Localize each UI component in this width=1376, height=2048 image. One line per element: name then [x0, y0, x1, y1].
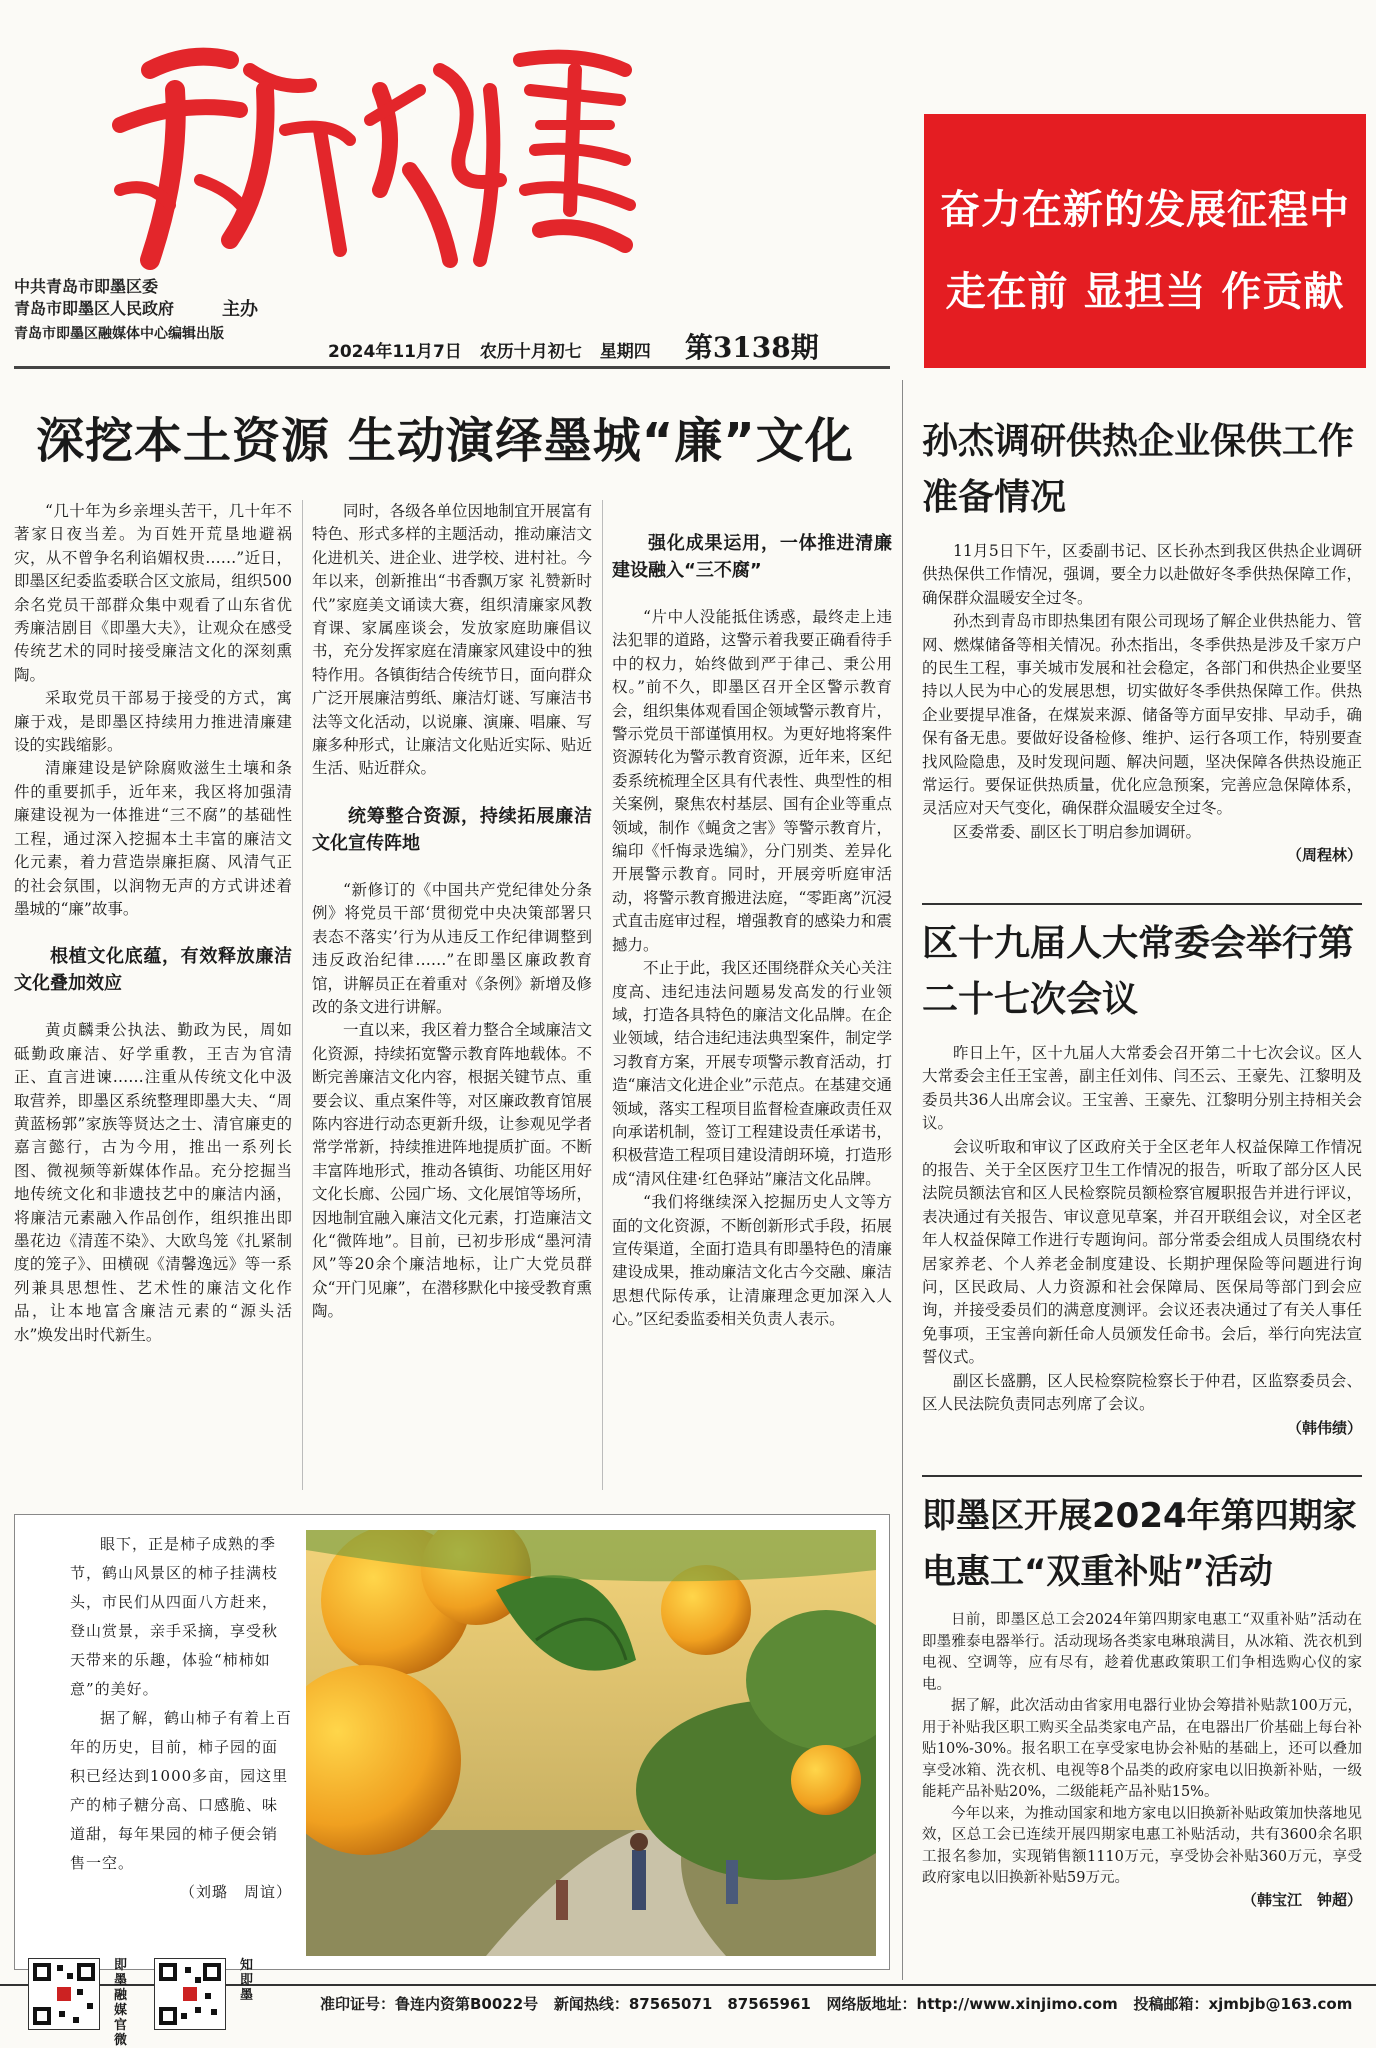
- paragraph: 同时，各级各单位因地制宜开展富有特色、形式多样的主题活动，推动廉洁文化进机关、进企业、进学校、进村社。今年以来，创新推出“书香飘万家 礼赞新时代”家庭美文诵读大赛，组织清廉家风教育课、家属座谈会，发放家庭助廉倡议书，充分发挥家庭在清廉家风建设中的独特作用。各镇街结合传统节日，面向群众广泛开展廉洁剪纸、廉洁灯谜、写廉洁书法等文化活动，以说廉、演廉、唱廉、写廉多种形式，让廉洁文化贴近实际、贴近生活、贴近群众。: [312, 502, 592, 778]
- paragraph: 据了解，此次活动由省家用电器行业协会筹措补贴款100万元，用于补贴我区职工购买全品类家电产品，在电器出厂价基础上每台补贴10%-30%。报名职工在享受家电协会补贴的基础上，还可以叠加享受冰箱、洗衣机、电视等8个品类的政府家电以旧换新补贴，一级能耗产品补贴20%，二级能耗产品补贴15%。: [922, 1698, 1362, 1800]
- paragraph: 副区长盛鹏，区人民检察院检察长于仲君，区监察委员会、区人民法院负责同志列席了会议。: [922, 1371, 1362, 1414]
- column-divider: [302, 500, 303, 1490]
- article-divider: [922, 903, 1362, 905]
- article-appliance: [922, 1488, 1362, 1911]
- paragraph: 今年以来，为推动国家和地方家电以旧换新补贴政策加快落地见效，区总工会已连续开展四期家电惠工补贴活动，共有3600余名职工报名参加，实现销售额1110万元，享受协会补贴360万元，享受政府家电以旧换新补贴59万元。: [922, 1805, 1362, 1886]
- article-body: [922, 540, 1362, 868]
- qr-label-wechat: 即墨融媒官微: [114, 1958, 128, 2048]
- article-title: 孙杰调研供热企业保供工作准备情况: [922, 421, 1355, 518]
- paragraph: “几十年为乡亲埋头苦干，几十年不著家日夜当差。为百姓开荒垦地避祸灾，从不曾争名利谄媚权贵……”近日，即墨区纪委监委联合区文旅局，组织500余名党员干部群众集中观看了山东省优秀廉洁剧目《即墨大夫》，让观众在感受传统艺术的同时接受廉洁文化的深刻熏陶。: [14, 502, 292, 684]
- paragraph: 区委常委、副区长丁明启参加调研。: [953, 822, 1202, 841]
- news-hotline: 新闻热线：87565071 87565961: [553, 1995, 811, 2013]
- sponsor-line-2: 青岛市即墨区人民政府: [14, 299, 175, 318]
- photo-caption: [70, 1530, 292, 1907]
- paragraph: “片中人没能抵住诱惑，最终走上违法犯罪的道路，这警示着我要正确看待手中的权力，始终做到严于律己、秉公用权。”前不久，即墨区召开全区警示教育会，组织集体观看国企领域警示教育片，警示党员干部谨慎用权。为更好地将案件资源转化为警示教育资源，近年来，区纪委系统梳理全区具有代表性、典型性的相关案例，聚焦农村基层、国有企业等重点领域，制作《蝇贪之害》等警示教育片，编印《忏悔录选编》，分门别类、差异化开展警示教育。同时，开展旁听庭审活动，将警示教育搬进法庭，“零距离”沉浸式直击庭审过程，增强教育的感染力和震撼力。: [612, 608, 892, 954]
- issue-date: 2024年11月7日: [328, 342, 462, 362]
- qr-code-app[interactable]: [154, 1958, 226, 2030]
- qr-label-app: 知即墨: [240, 1958, 254, 2003]
- paragraph: 不止于此，我区还围绕群众关心关注度高、违纪违法问题易发高发的行业领域，打造各具特色的廉洁文化品牌。在企业领域，结合违纪违法典型案件，制定学习教育方案，开展专项警示教育活动，打造“廉洁文化进企业”示范点。在基建交通领域，落实工程项目监督检查廉政责任双向承诺机制，签订工程建设责任承诺书，积极营造工程项目建设清朗环境，打造形成“清风住建·红色驿站”廉洁文化品牌。: [612, 959, 892, 1188]
- footer-info: [320, 1993, 1352, 2014]
- paragraph: 采取党员干部易于接受的方式，寓廉于戏，是即墨区持续用力推进清廉建设的实践缩影。: [14, 689, 292, 755]
- caption-paragraph: 眼下，正是柿子成熟的季节，鹤山风景区的柿子挂满枝头，市民们从四面八方赶来，登山赏景，亲手采摘，享受秋天带来的乐趣，体验“柿柿如意”的美好。: [70, 1535, 279, 1698]
- sponsor-line-1: 中共青岛市即墨区委: [14, 277, 159, 296]
- paragraph: “我们将继续深入挖掘历史人文等方面的文化资源，不断创新形式手段，拓展宣传渠道，全面打造具有即墨特色的清廉建设成果，推动廉洁文化古今交融、廉洁思想代际传承，让清廉理念更加深入人心。”区纪委监委相关负责人表示。: [612, 1193, 892, 1329]
- masthead-rule: [14, 366, 890, 369]
- sponsor-block: [14, 276, 224, 345]
- byline: （周程林）: [1286, 846, 1362, 865]
- section-subhead: 强化成果运用，一体推进清廉建设融入“三不腐”: [612, 533, 892, 581]
- caption-paragraph: 据了解，鹤山柿子有着上百年的历史，目前，柿子园的面积已经达到1000多亩，园这里产的柿子糖分高、口感脆、味道甜，每年果园的柿子便会销售一空。: [70, 1709, 293, 1872]
- photo-credit: （刘璐 周谊）: [179, 1883, 292, 1901]
- persimmon-photo: [306, 1530, 876, 1956]
- license-number: 准印证号：鲁连内资第B0022号: [320, 1995, 539, 2013]
- submission-email[interactable]: 投稿邮箱：xjmbjb@163.com: [1133, 1995, 1353, 2013]
- paragraph: 会议听取和审议了区政府关于全区老年人权益保障工作情况的报告、关于全区医疗卫生工作情况的报告，听取了部分区人民法院员额法官和区人民检察院员额检察官履职报告并进行评议，表决通过有关报告、审议意见草案，并召开联组会议，对全区老年人权益保障工作进行专题询问。部分常委会组成人员围绕农村居家养老、个人养老金制度建设、长期护理保险等问题进行询问，区民政局、人力资源和社会保障局、医保局等部门到会应询，并接受委员们的满意度测评。会议还表决通过了有关人事任免事项，王宝善向新任命人员颁发任命书。会后，举行向宪法宣誓仪式。: [922, 1137, 1362, 1367]
- paragraph: 黄贞麟秉公执法、勤政为民，周如砥勤政廉洁、好学重教，王吉为官清正、直言进谏……注重从传统文化中汲取营养，即墨区系统整理即墨大夫、“周黄蓝杨郭”家族等贤达之士、清官廉吏的嘉言懿行，古为今用，推出一系列长图、微视频等新媒体作品。充分挖掘当地传统文化和非遗技艺中的廉洁内涵，将廉洁元素融入作品创作，组织推出即墨花边《清莲不染》、大欧鸟笼《扎紧制度的笼子》、田横砚《清馨逸远》等一系列兼具思想性、艺术性的廉洁文化作品，让本地富含廉洁元素的“源头活水”焕发出时代新生。: [14, 1021, 292, 1344]
- article-heating: [922, 414, 1362, 868]
- paragraph: “新修订的《中国共产党纪律处分条例》将党员干部‘贯彻党中央决策部署只表态不落实’行为从违反工作纪律调整到违反政治纪律……”在即墨区廉政教育馆，讲解员正在着重对《条例》新增及修改的条文进行讲解。: [312, 880, 592, 1016]
- publisher-line: 青岛市即墨区融媒体中心编辑出版: [14, 326, 224, 342]
- article-title: 即墨区开展2024年第四期家电惠工“双重补贴”活动: [922, 1496, 1357, 1592]
- slogan-line-2: 走在前 显担当 作贡献: [945, 269, 1345, 315]
- weekday: 星期四: [599, 342, 651, 362]
- article-title: 区十九届人大常委会举行第二十七次会议: [922, 923, 1355, 1020]
- paragraph: 孙杰到青岛市即热集团有限公司现场了解企业供热能力、管网、燃煤储备等相关情况。孙杰指出，冬季供热是涉及千家万户的民生工程，事关城市发展和社会稳定，各部门和供热企业要坚持以人民为中心的发展思想，切实做好冬季供热保障工作。供热企业要提早准备，在煤炭来源、储备等方面早安排、早动手，确保有备无患。要做好设备检修、维护、运行各项工作，特别要查找风险隐患，及时发现问题、解决问题，坚决保障各供热设施正常运行。要保证供热质量，优化应急预案，完善应急保障体系，灵活应对天气变化，确保群众温暖安全过冬。: [922, 612, 1362, 818]
- section-subhead: 根植文化底蕴，有效释放廉洁文化叠加效应: [14, 946, 292, 995]
- lead-column-3: [612, 530, 892, 1332]
- lead-column-2: [312, 500, 592, 1324]
- slogan-line-1: 奋力在新的发展征程中: [940, 187, 1350, 233]
- byline: （韩伟绩）: [1286, 1418, 1362, 1437]
- article-npc: [922, 916, 1362, 1440]
- lead-headline: 深挖本土资源 生动演绎墨城“廉”文化: [36, 413, 854, 469]
- article-body: [922, 1042, 1362, 1440]
- paragraph: 昨日上午，区十九届人大常委会召开第二十七次会议。区人大常委会主任王宝善，副主任刘伟、闫丕云、王豪先、江黎明及委员共36人出席会议。王宝善、王豪先、江黎明分别主持相关会议。: [922, 1044, 1362, 1133]
- right-column-divider: [902, 380, 903, 1980]
- dateline: [328, 326, 888, 366]
- slogan-banner: [924, 114, 1366, 368]
- section-subhead: 统筹整合资源，持续拓展廉洁文化宣传阵地: [312, 805, 592, 854]
- qr-code-wechat[interactable]: [28, 1958, 100, 2030]
- issue-number: 第3138期: [684, 331, 819, 364]
- column-divider: [602, 500, 603, 1490]
- paragraph: 一直以来，我区着力整合全域廉洁文化资源，持续拓宽警示教育阵地载体。不断完善廉洁文化内容，根据关键节点、重要会议、重点案件等，对区廉政教育馆展陈内容进行动态更新升级，让参观见学者常学常新，持续推进阵地提质扩面。不断丰富阵地形式，推动各镇街、功能区用好文化长廊、公园广场、文化展馆等场所，因地制宜融入廉洁文化元素，打造廉洁文化“微阵地”。目前，已初步形成“墨河清风”等20余个廉洁地标，让广大党员群众“开门见廉”，在潜移默化中接受教育熏陶。: [312, 1021, 592, 1321]
- sponsor-role: 主办: [222, 299, 258, 320]
- paragraph: 11月5日下午，区委副书记、区长孙杰到我区供热企业调研供热保供工作情况，强调，要全力以赴做好冬季供热保障工作，确保群众温暖安全过冬。: [922, 542, 1362, 607]
- paragraph: 清廉建设是铲除腐败滋生土壤和条件的重要抓手，近年来，我区将加强清廉建设视为一体推进“三不腐”的基础性工程，通过深入挖掘本土丰富的廉洁文化元素，着力营造崇廉拒腐、风清气正的社会氛围，以润物无声的方式讲述着墨城的“廉”故事。: [14, 759, 292, 918]
- lunar-date: 农历十月初七: [479, 342, 582, 362]
- article-divider: [922, 1475, 1362, 1477]
- masthead-logo: [80, 30, 640, 280]
- byline: （韩宝江 钟超）: [1241, 1890, 1362, 1909]
- website-link[interactable]: 网络版地址：http://www.xinjimo.com: [826, 1995, 1118, 2013]
- article-body: [922, 1610, 1362, 1911]
- paragraph: 日前，即墨区总工会2024年第四期家电惠工“双重补贴”活动在即墨雅泰电器举行。活动现场各类家电琳琅满目，从冰箱、洗衣机到电视、空调等，应有尽有，趁着优惠政策职工们争相选购心仪的家电。: [922, 1612, 1362, 1693]
- lead-column-1: [14, 500, 292, 1347]
